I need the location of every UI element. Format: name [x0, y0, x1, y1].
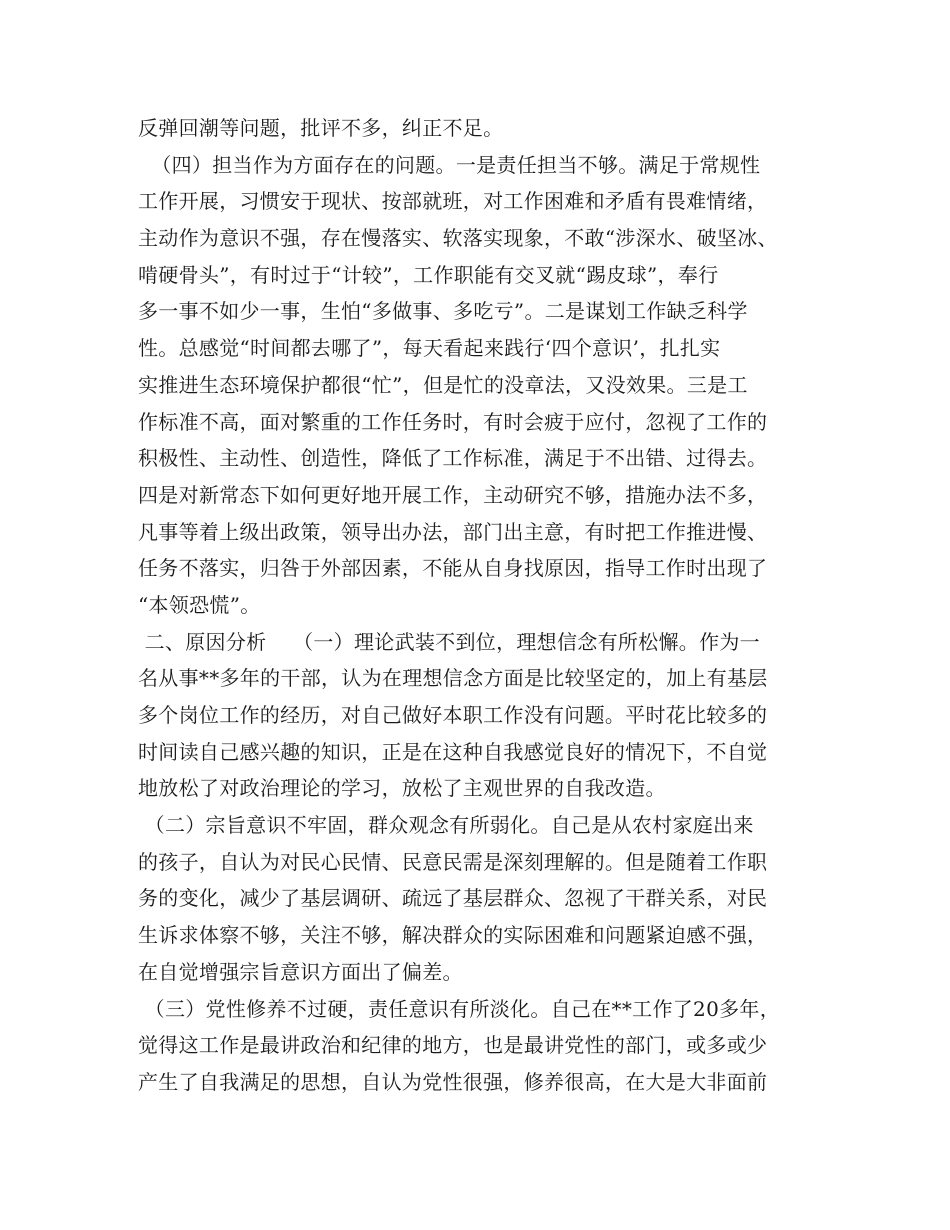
- text-line: （二）宗旨意识不牢固，群众观念有所弱化。自己是从农村家庭出来: [138, 813, 754, 838]
- text-line: 地放松了对政治理论的学习，放松了主观世界的自我改造。: [138, 776, 666, 801]
- text-line: 时间读自己感兴趣的知识，正是在这种自我感觉良好的情况下，不自觉: [138, 739, 768, 764]
- text-line: 务的变化，减少了基层调研、疏远了基层群众、忽视了干群关系，对民: [138, 886, 768, 911]
- body-text: [138, 110, 838, 1101]
- text-line: 实推进生态环境保护都很“忙”，但是忙的没章法，又没效果。三是工: [138, 372, 748, 397]
- text-line: 主动作为意识不强，存在慢落实、软落实现象，不敢“涉深水、破坚冰、: [138, 226, 778, 251]
- text-line: （三）党性修养不过硬，责任意识有所淡化。自己在**工作了20多年，: [138, 996, 781, 1021]
- text-line: 工作开展，习惯安于现状、按部就班，对工作困难和矛盾有畏难情绪，: [138, 189, 768, 214]
- text-line: 多一事不如少一事，生怕“多做事、多吃亏”。二是谋划工作缺乏科学: [138, 299, 748, 324]
- text-line: 积极性、主动性、创造性，降低了工作标准，满足于不出错、过得去。: [138, 446, 768, 471]
- text-line: 反弹回潮等问题，批评不多，纠正不足。: [138, 116, 504, 140]
- text-line: 多个岗位工作的经历，对自己做好本职工作没有问题。平时花比较多的: [138, 703, 768, 727]
- text-line: 任务不落实，归咎于外部因素，不能从自身找原因，指导工作时出现了: [138, 556, 768, 581]
- text-line: “本领恐慌”。: [138, 592, 261, 617]
- text-line: 四是对新常态下如何更好地开展工作，主动研究不够，措施办法不多，: [138, 482, 768, 507]
- text-line: 生诉求体察不够，关注不够，解决群众的实际困难和问题紧迫感不强，: [138, 923, 768, 948]
- text-line: 在自觉增强宗旨意识方面出了偏差。: [138, 959, 463, 984]
- text-line: 凡事等着上级出政策，领导出办法，部门出主意，有时把工作推进慢、: [138, 519, 768, 544]
- text-line: 名从事**多年的干部，认为在理想信念方面是比较坚定的，加上有基层: [138, 666, 768, 691]
- text-line: 产生了自我满足的思想，自认为党性很强，修养很高，在大是大非面前: [138, 1069, 768, 1094]
- text-line: （四）担当作为方面存在的问题。一是责任担当不够。满足于常规性: [138, 152, 761, 177]
- text-line: 的孩子，自认为对民心民情、民意民需是深刻理解的。但是随着工作职: [138, 849, 768, 874]
- text-line: 觉得这工作是最讲政治和纪律的地方，也是最讲党性的部门，或多或少: [138, 1033, 768, 1058]
- text-line: 作标准不高，面对繁重的工作任务时，有时会疲于应付，忽视了工作的: [138, 409, 768, 434]
- text-line: 性。总感觉“时间都去哪了”，每天看起来践行‘四个意识’，扎扎实: [138, 336, 721, 361]
- text-line: 啃硬骨头”，有时过于“计较”，工作职能有交叉就“踢皮球”，奉行: [138, 262, 719, 287]
- section-heading-line: 二、原因分析 （一）理论武装不到位，理想信念有所松懈。作为一: [138, 629, 760, 654]
